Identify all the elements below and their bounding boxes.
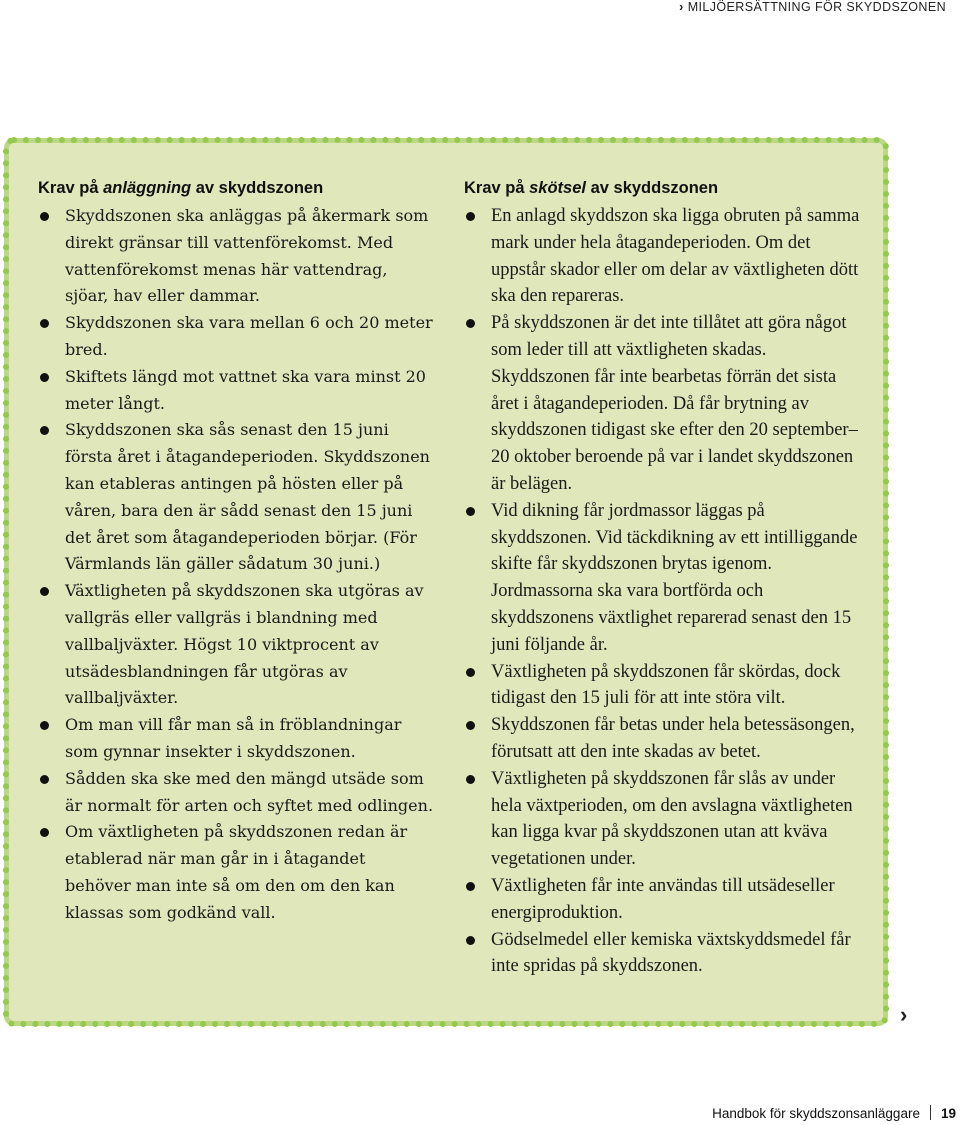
- list-item-text: På skyddszonen är det inte tillåtet att göra något som leder till att växtligheten skadas. Skyddszonen får inte bearbetas förrän det sista året i åtagandeperioden. Då får brytning av skyddszonen tidigast ske efter den 20 september–20 oktober beroende på var i landet skyddszonen är belägen.: [491, 313, 858, 494]
- list-item-text: Växtligheten på skyddszonen får slås av under hela växtperioden, om den avslagna växtligheten kan ligga kvar på skyddszonen utan att kväva vegetationen under.: [491, 768, 853, 870]
- heading-text: Krav på: [464, 179, 530, 197]
- running-header: [679, 0, 946, 14]
- bullet-dot-icon: [40, 212, 49, 221]
- requirements-box: [4, 138, 888, 1026]
- list-item-text: En anlagd skyddszon ska ligga obruten på samma mark under hela åtagandeperioden. Om det uppstår skador eller om delar av växtligheten dött ska den repareras.: [491, 206, 860, 307]
- list-item-text: Skyddszonen ska sås senast den 15 juni första året i åtagandeperioden. Skyddszonen kan etableras antingen på hösten eller på våren, bara den är sådd senast den 15 juni det året som åtagandeperioden börjar. (För Värmlands län gäller sådatum 30 juni.): [65, 420, 430, 574]
- list-item: [38, 712, 434, 766]
- section-title: MILJÖERSÄTTNING FÖR SKYDDSZONEN: [687, 0, 946, 14]
- right-heading: [464, 175, 864, 202]
- list-item: [464, 873, 864, 927]
- list-item-text: Skyddszonen ska anläggas på åkermark som direkt gränsar till vattenförekomst. Med vattenförekomst menas här vattendrag, sjöar, hav eller dammar.: [65, 206, 429, 306]
- list-item-text: Växtligheten på skyddszonen får skördas, dock tidigast den 15 juli för att inte störa vilt.: [491, 661, 841, 709]
- list-item: [464, 766, 864, 873]
- bullet-dot-icon: [466, 936, 475, 945]
- chevron-right-icon: ›: [679, 0, 684, 14]
- list-item: [38, 578, 434, 712]
- left-heading: [38, 175, 434, 202]
- bullet-dot-icon: [466, 507, 475, 516]
- bullet-dot-icon: [466, 319, 475, 328]
- bullet-dot-icon: [40, 828, 49, 837]
- list-item: [38, 203, 434, 310]
- heading-text: av skyddszonen: [191, 179, 324, 197]
- bullet-dot-icon: [40, 721, 49, 730]
- list-item-text: Om växtligheten på skyddszonen redan är etablerad när man går in i åtagandet behöver man inte så om den om den kan klassas som godkänd vall.: [65, 822, 408, 922]
- bullet-dot-icon: [466, 882, 475, 891]
- heading-text: Krav på: [38, 179, 104, 197]
- bullet-dot-icon: [466, 212, 475, 221]
- list-item: [464, 927, 864, 981]
- list-item: [464, 659, 864, 713]
- bullet-dot-icon: [40, 587, 49, 596]
- list-item: [38, 417, 434, 578]
- list-item-text: Skyddszonen får betas under hela betessäsongen, förutsatt att den inte skadas av betet.: [491, 715, 855, 762]
- bullet-dot-icon: [466, 668, 475, 677]
- footer-divider: [930, 1105, 931, 1120]
- bullet-dot-icon: [40, 373, 49, 382]
- page-number: 19: [940, 1106, 956, 1121]
- right-bullet-list: [464, 203, 864, 980]
- list-item: [38, 766, 434, 820]
- list-item: [464, 203, 864, 310]
- left-bullet-list: [38, 203, 434, 927]
- list-item: [464, 498, 864, 659]
- list-item: [38, 364, 434, 418]
- list-item: [38, 310, 434, 364]
- publication-title: Handbok för skyddszonsanläggare: [712, 1106, 920, 1121]
- list-item: [464, 310, 864, 498]
- list-item-text: Skiftets längd mot vattnet ska vara minst 20 meter långt.: [65, 366, 426, 413]
- list-item-text: Sådden ska ske med den mängd utsäde som är normalt för arten och syftet med odlingen.: [65, 768, 434, 815]
- list-item-text: Om man vill får man så in fröblandningar som gynnar insekter i skyddszonen.: [65, 715, 402, 761]
- list-item-text: Växtligheten får inte användas till utsädeseller energiproduktion.: [491, 875, 835, 923]
- bullet-dot-icon: [40, 426, 49, 435]
- heading-emphasis: skötsel: [529, 179, 586, 197]
- list-item-text: Gödselmedel eller kemiska växtskyddsmedel får inte spridas på skyddszonen.: [491, 929, 851, 977]
- right-column: [464, 175, 864, 980]
- left-column: [38, 175, 434, 927]
- heading-emphasis: anläggning: [103, 179, 192, 197]
- bullet-dot-icon: [40, 319, 49, 328]
- bullet-dot-icon: [466, 721, 475, 730]
- list-item-text: Skyddszonen ska vara mellan 6 och 20 meter bred.: [65, 313, 433, 359]
- bullet-dot-icon: [466, 775, 475, 784]
- page-footer: [712, 1104, 956, 1124]
- list-item-text: Växtligheten på skyddszonen ska utgöras av vallgräs eller vallgräs i blandning med vallbaljväxter. Högst 10 viktprocent av utsädesblandningen får utgöras av vallbaljväxter.: [65, 581, 424, 708]
- list-item-text: Vid dikning får jordmassor läggas på skyddszonen. Vid täckdikning av ett intilliggande skifte får skyddszonen brytas igenom. Jordmassorna ska vara bortförda och skyddszonens växtlighet reparerad senast den 15 juni följande år.: [491, 500, 858, 655]
- continue-arrow-icon[interactable]: ›: [900, 1002, 908, 1027]
- bullet-dot-icon: [40, 775, 49, 784]
- heading-text: av skyddszonen: [586, 179, 719, 197]
- list-item: [38, 819, 434, 926]
- list-item: [464, 712, 864, 766]
